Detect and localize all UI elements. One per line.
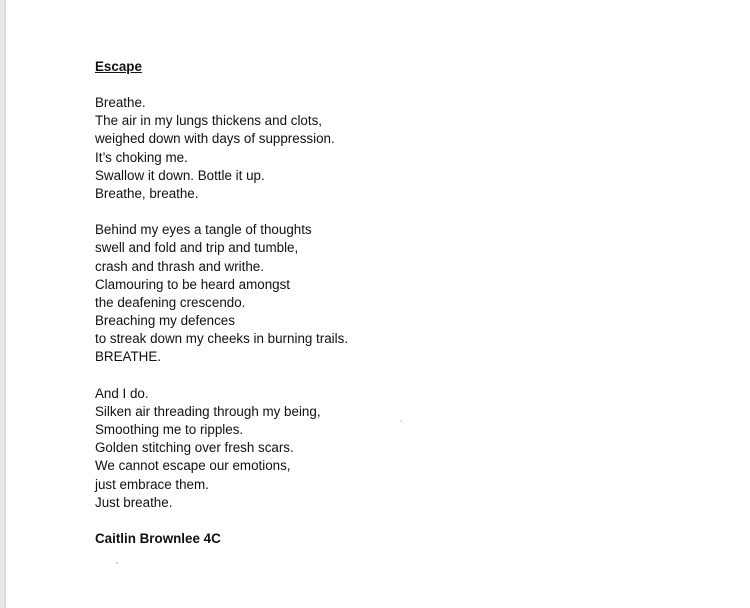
poem (95, 58, 348, 548)
poem-line: Smoothing me to ripples. (95, 422, 244, 437)
poem-line: Silken air threading through my being, (95, 403, 321, 419)
poem-line: Breathe. (95, 95, 146, 110)
poem-line: Just breathe. (95, 494, 173, 510)
poem-line: Breathe, breathe. (95, 185, 199, 201)
scan-speck (116, 562, 118, 564)
poem-line: weighed down with days of suppression. (95, 131, 335, 147)
poem-line: The air in my lungs thickens and clots, (95, 113, 323, 129)
stanza-1 (95, 94, 348, 203)
spacer (95, 367, 348, 385)
poem-line: to streak down my cheeks in burning trails. (95, 331, 349, 347)
poem-line: It’s choking me. (95, 149, 188, 165)
poem-line: crash and thrash and writhe. (95, 258, 264, 274)
poem-title: Escape (95, 59, 142, 74)
poem-line: Behind my eyes a tangle of thoughts (95, 222, 312, 238)
poem-line: Clamouring to be heard amongst (95, 276, 291, 292)
poem-line: BREATHE. (95, 349, 161, 365)
document-page (6, 0, 750, 608)
spacer (95, 512, 348, 530)
stanza-2 (95, 221, 348, 367)
poem-line: We cannot escape our emotions, (95, 458, 291, 474)
poem-line: Breaching my defences (95, 313, 235, 329)
scan-speck (400, 420, 402, 422)
poem-line: Golden stitching over fresh scars. (95, 440, 294, 456)
spacer (95, 203, 348, 221)
poem-line: And I do. (95, 385, 149, 401)
poem-line: Swallow it down. Bottle it up. (95, 167, 265, 183)
poem-line: just embrace them. (95, 476, 209, 492)
author-signature: Caitlin Brownlee 4C (95, 530, 221, 546)
poem-line: the deafening crescendo. (95, 294, 246, 310)
poem-line: swell and fold and trip and tumble, (95, 240, 299, 256)
spacer (95, 76, 348, 94)
stanza-3 (95, 385, 348, 512)
